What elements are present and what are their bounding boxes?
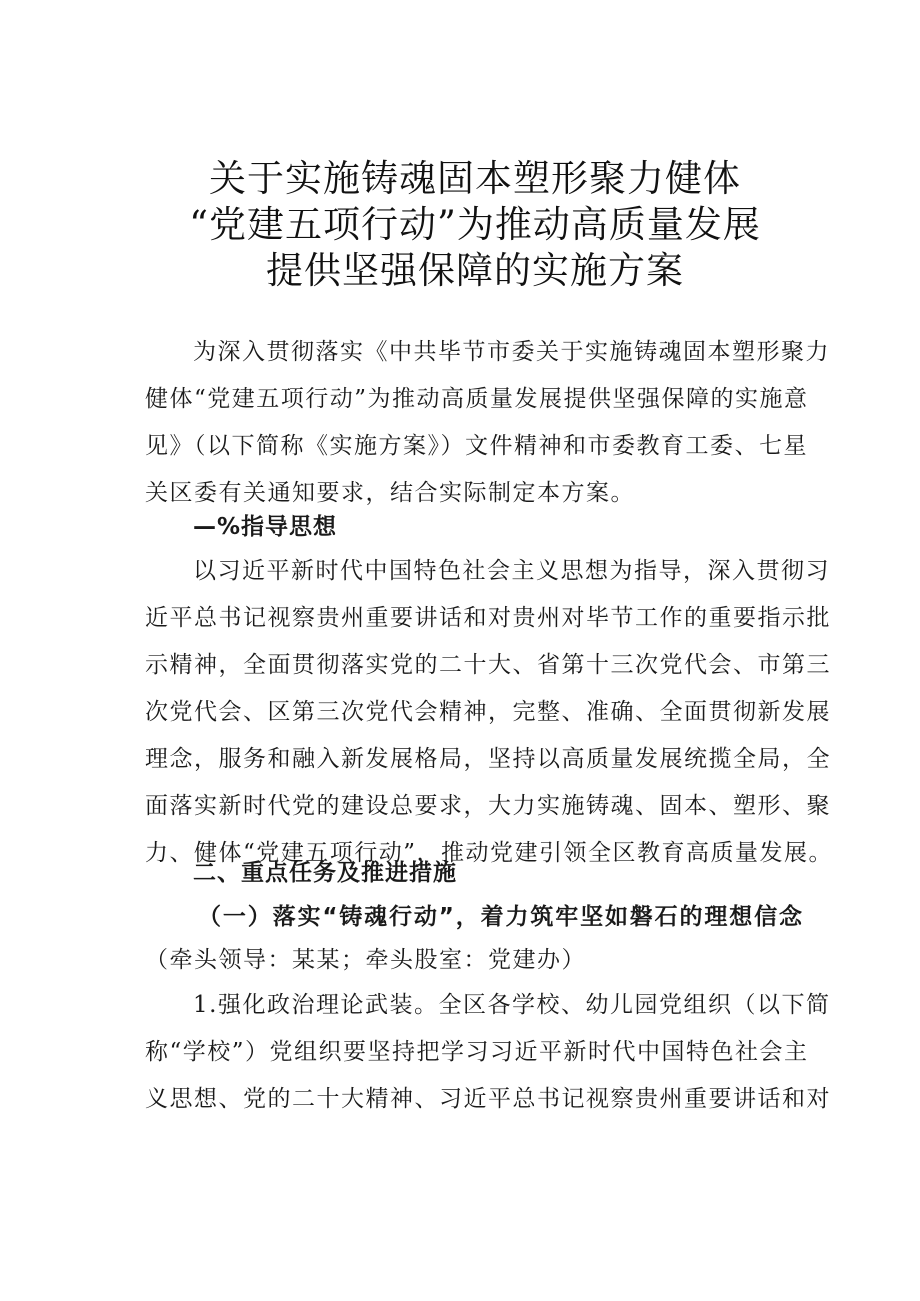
section-1-line-6: 面落实新时代党的建设总要求，大力实施铸魂、固本、塑形、聚: [145, 793, 831, 819]
title-line-1: 关于实施铸魂固本塑形聚力健体: [209, 157, 741, 200]
section-1-line-3: 示精神，全面贯彻落实党的二十大、省第十三次党代会、市第三: [145, 652, 831, 678]
section-1-heading: —%指导思想: [193, 514, 338, 540]
item-1-line-3: 义思想、党的二十大精神、习近平总书记视察贵州重要讲话和对: [145, 1086, 831, 1112]
intro-line-4: 关区委有关通知要求，结合实际制定本方案。: [145, 480, 635, 506]
section-1-line-5: 理念，服务和融入新发展格局，坚持以高质量发展统揽全局，全: [145, 746, 831, 772]
intro-line-2: 健体“党建五项行动”为推动高质量发展提供坚强保障的实施意: [145, 386, 809, 412]
item-1-line-1: 1.强化政治理论武装。全区各学校、幼儿园党组织（以下简: [193, 992, 831, 1018]
title-line-3: 提供坚强保障的实施方案: [266, 249, 684, 292]
section-1-line-2: 近平总书记视察贵州重要讲话和对贵州对毕节工作的重要指示批: [145, 605, 831, 631]
section-1-line-4: 次党代会、区第三次党代会精神，完整、准确、全面贯彻新发展: [145, 699, 831, 725]
subsection-1-lead: （牵头领导：某某；牵头股室：党建办）: [145, 947, 586, 973]
section-1-line-1: 以习近平新时代中国特色社会主义思想为指导，深入贯彻习: [193, 558, 830, 584]
title-line-2: “党建五项行动”为推动高质量发展: [189, 203, 761, 246]
section-1-line-7: 力、健体“党建五项行动”，推动党建引领全区教育高质量发展。: [145, 840, 834, 866]
item-1-line-2: 称“学校”）党组织要坚持把学习习近平新时代中国特色社会主: [145, 1039, 809, 1065]
section-2-heading: 二、重点任务及推进措施: [193, 860, 457, 886]
intro-line-1: 为深入贯彻落实《中共毕节市委关于实施铸魂固本塑形聚力: [193, 339, 830, 365]
intro-line-3: 见》（以下简称《实施方案》）文件精神和市委教育工委、七星: [145, 433, 808, 459]
subsection-1-heading: （一）落实“铸魂行动”，着力筑牢坚如磐石的理想信念: [198, 904, 803, 930]
